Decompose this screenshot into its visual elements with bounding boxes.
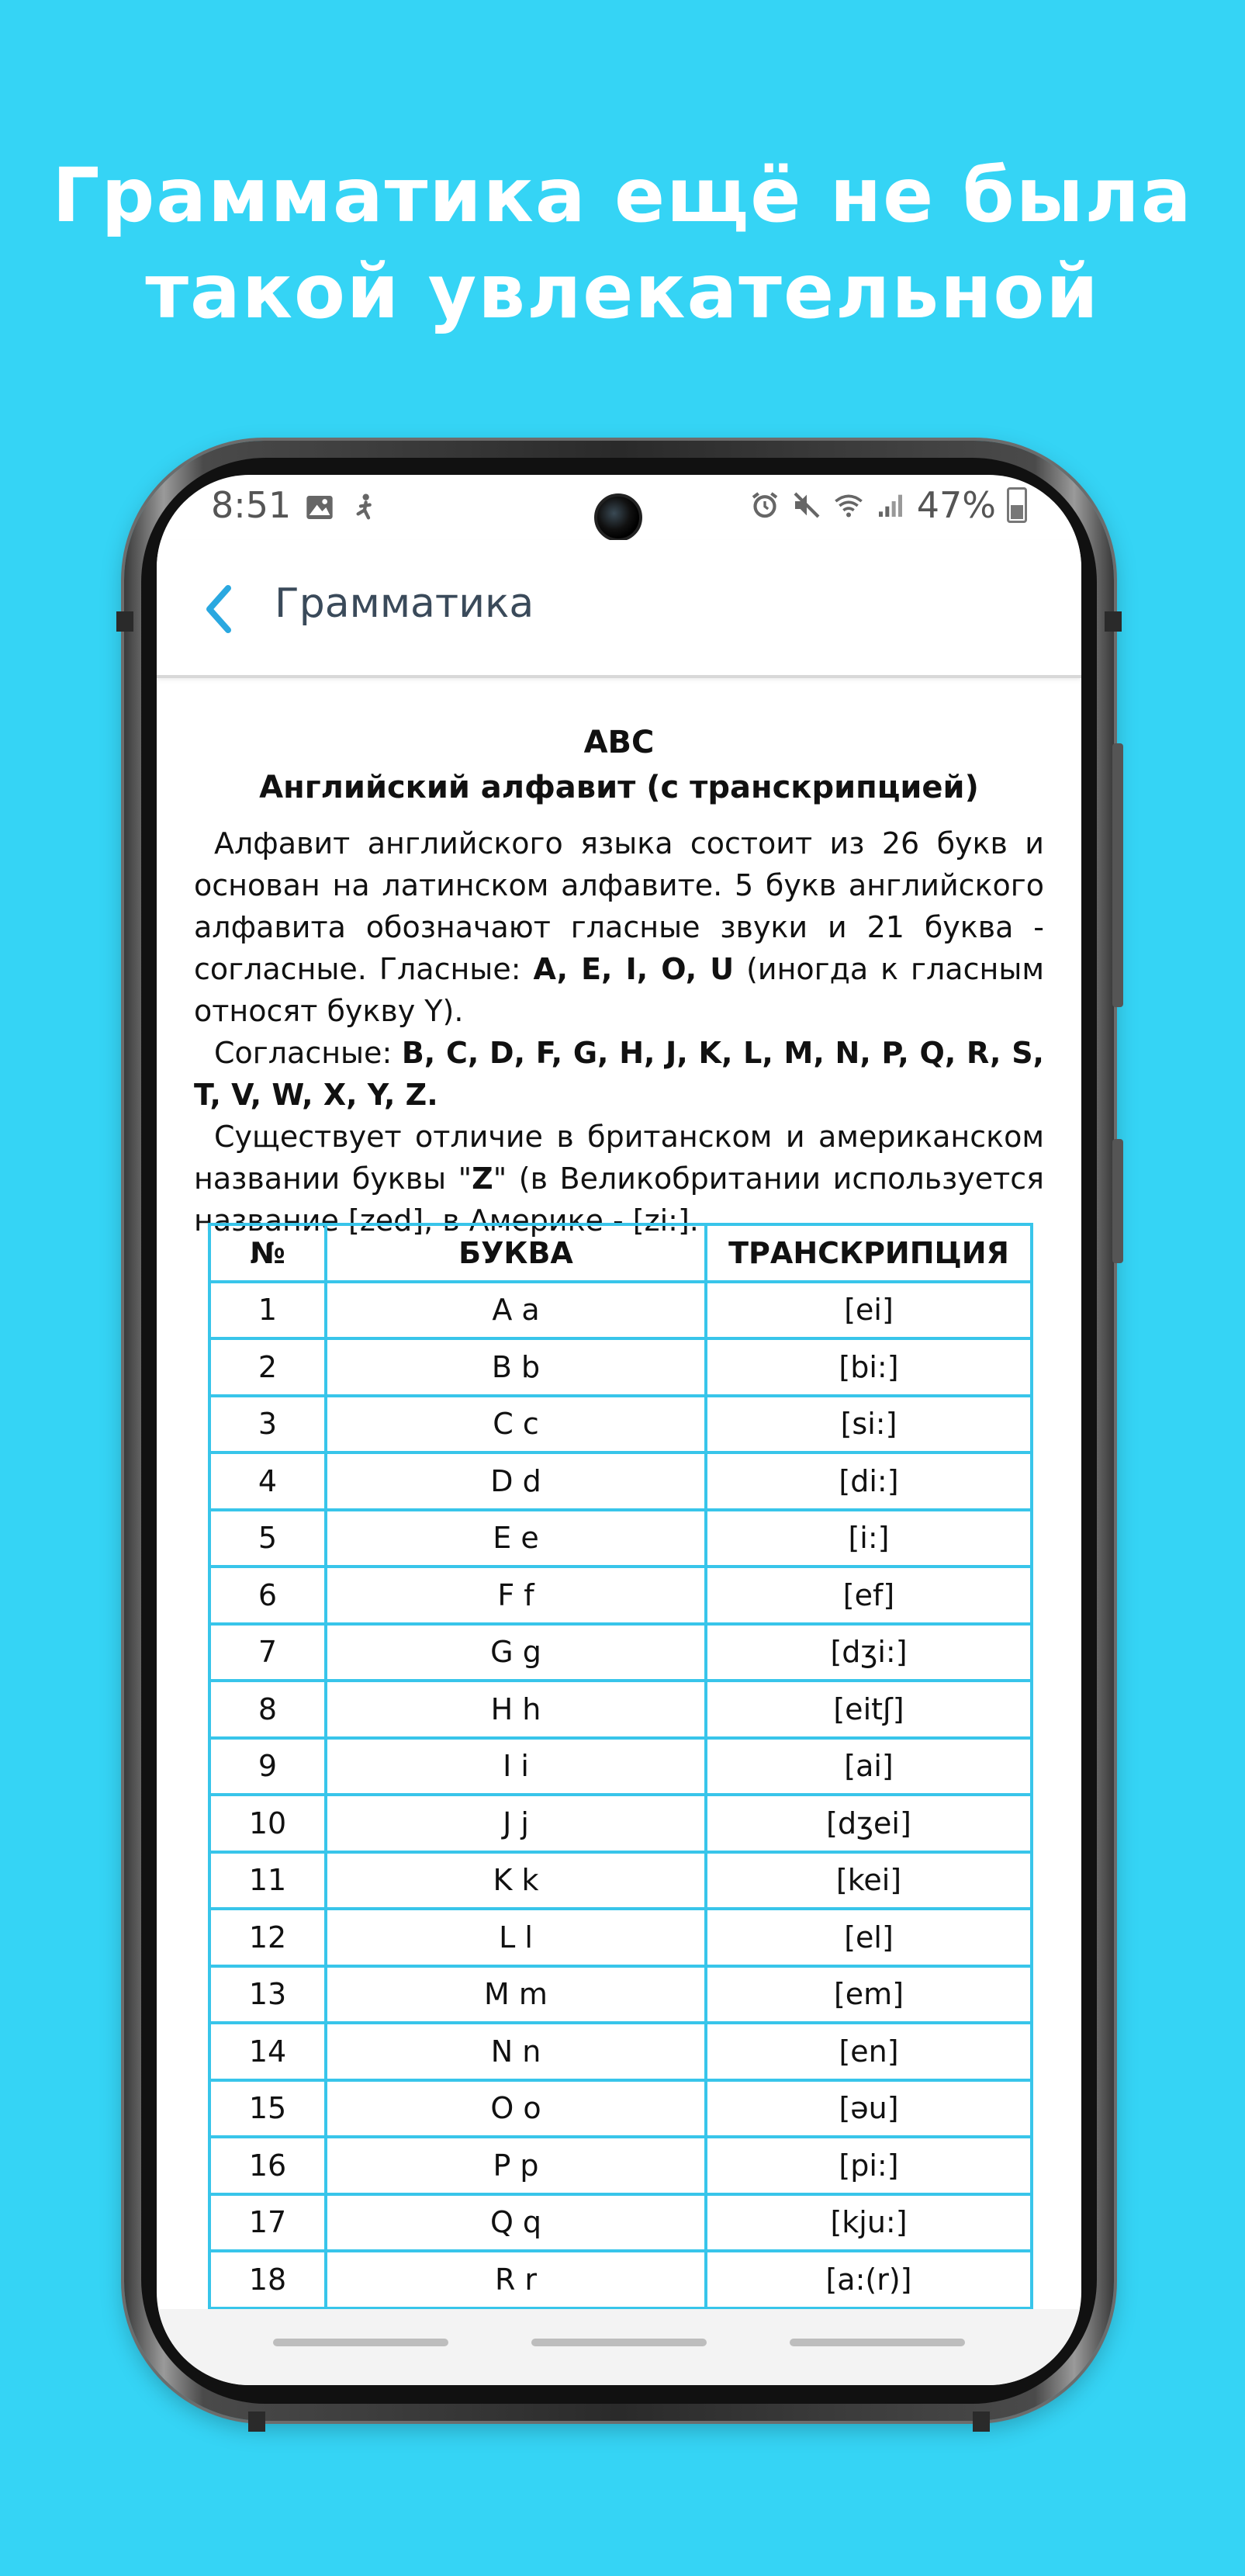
- article-title: [157, 720, 1081, 810]
- cell-transcription: [dʒi:]: [706, 1624, 1032, 1681]
- nav-back-button[interactable]: [790, 2339, 965, 2346]
- consonants-label: Согласные:: [214, 1036, 402, 1070]
- table-row: [209, 1396, 1032, 1453]
- cell-letter: J j: [326, 1795, 706, 1852]
- cell-transcription: [a:(r)]: [706, 2251, 1032, 2308]
- alphabet-table: [208, 1223, 1033, 2309]
- cell-transcription: [di:]: [706, 1452, 1032, 1510]
- table-header-row: [209, 1224, 1032, 1282]
- cell-letter: M m: [326, 1966, 706, 2024]
- promo-headline: [0, 147, 1245, 340]
- paragraph-consonants: [194, 1032, 1044, 1116]
- cell-transcription: [ef]: [706, 1567, 1032, 1624]
- cell-letter: B b: [326, 1338, 706, 1396]
- article-subtitle: Английский алфавит (с транскрипцией): [259, 770, 979, 805]
- status-bar: [157, 475, 1081, 540]
- cell-transcription: [ei]: [706, 1282, 1032, 1339]
- table-row: [209, 1909, 1032, 1966]
- table-row: [209, 1681, 1032, 1738]
- cell-number: 4: [209, 1452, 326, 1510]
- antenna-band: [248, 2412, 265, 2432]
- nav-home-button[interactable]: [531, 2339, 707, 2346]
- table-row: [209, 1452, 1032, 1510]
- table-row: [209, 1738, 1032, 1795]
- cell-number: 7: [209, 1624, 326, 1681]
- cell-number: 10: [209, 1795, 326, 1852]
- cell-letter: P p: [326, 2137, 706, 2194]
- table-row: [209, 1624, 1032, 1681]
- cell-letter: L l: [326, 1909, 706, 1966]
- antenna-band: [1105, 611, 1122, 632]
- cell-number: 16: [209, 2137, 326, 2194]
- nav-recent-button[interactable]: [273, 2339, 448, 2346]
- table-row: [209, 2251, 1032, 2308]
- antenna-band: [973, 2412, 990, 2432]
- cell-transcription: [em]: [706, 1966, 1032, 2024]
- cell-number: 18: [209, 2251, 326, 2308]
- table-row: [209, 1510, 1032, 1567]
- cell-transcription: [ai]: [706, 1738, 1032, 1795]
- cell-number: 2: [209, 1338, 326, 1396]
- cell-letter: O o: [326, 2080, 706, 2138]
- image-icon: [304, 492, 335, 523]
- cell-letter: D d: [326, 1452, 706, 1510]
- volume-button: [1112, 743, 1123, 1007]
- power-button: [1112, 1139, 1123, 1263]
- cell-transcription: [i:]: [706, 1510, 1032, 1567]
- promo-headline-line2: такой увлекательной: [145, 248, 1100, 335]
- z-difference-tail: " (в Великобритании используется название [zed], в Америке - [zi:].: [194, 1162, 1044, 1238]
- cell-number: 11: [209, 1852, 326, 1909]
- article-title-abc: ABC: [583, 725, 655, 760]
- cell-transcription: [pi:]: [706, 2137, 1032, 2194]
- cell-letter: Q q: [326, 2194, 706, 2252]
- cell-letter: C c: [326, 1396, 706, 1453]
- letter-z: Z: [472, 1162, 493, 1196]
- cell-transcription: [kei]: [706, 1852, 1032, 1909]
- cell-transcription: [en]: [706, 2023, 1032, 2080]
- cell-transcription: [dʒei]: [706, 1795, 1032, 1852]
- cell-transcription: [kju:]: [706, 2194, 1032, 2252]
- cell-number: 17: [209, 2194, 326, 2252]
- cell-number: 14: [209, 2023, 326, 2080]
- antenna-band: [116, 611, 133, 632]
- table-row: [209, 1282, 1032, 1339]
- table-row: [209, 2137, 1032, 2194]
- cell-transcription: [eitʃ]: [706, 1681, 1032, 1738]
- cell-letter: R r: [326, 2251, 706, 2308]
- front-camera: [594, 493, 642, 542]
- wifi-icon: [833, 490, 864, 521]
- cell-transcription: [si:]: [706, 1396, 1032, 1453]
- cell-transcription: [bi:]: [706, 1338, 1032, 1396]
- table-row: [209, 1852, 1032, 1909]
- cell-letter: K k: [326, 1852, 706, 1909]
- page-title: Грамматика: [275, 580, 534, 627]
- cell-number: 13: [209, 1966, 326, 2024]
- cell-number: 12: [209, 1909, 326, 1966]
- cell-number: 3: [209, 1396, 326, 1453]
- consonants-list: B, C, D, F, G, H, J, K, L, M, N, P, Q, R, S, T, V, W, X, Y, Z.: [194, 1036, 1044, 1112]
- battery-icon: [1007, 487, 1027, 523]
- header-transcription: ТРАНСКРИПЦИЯ: [706, 1224, 1032, 1282]
- status-time: 8:51: [211, 484, 292, 526]
- cell-number: 8: [209, 1681, 326, 1738]
- vowels-list: A, E, I, O, U: [533, 952, 735, 986]
- cell-letter: F f: [326, 1567, 706, 1624]
- table-row: [209, 2023, 1032, 2080]
- navigation-bar: [157, 2309, 1081, 2385]
- table-body: [209, 1282, 1032, 2308]
- promo-headline-line1: Грамматика ещё не была: [52, 152, 1193, 239]
- cell-number: 5: [209, 1510, 326, 1567]
- cell-letter: G g: [326, 1624, 706, 1681]
- back-button[interactable]: [188, 574, 250, 644]
- cell-number: 9: [209, 1738, 326, 1795]
- cell-letter: I i: [326, 1738, 706, 1795]
- header-letter: БУКВА: [326, 1224, 706, 1282]
- table-row: [209, 1567, 1032, 1624]
- paragraph-intro: [194, 822, 1044, 1032]
- cell-letter: H h: [326, 1681, 706, 1738]
- app-bar: [157, 540, 1081, 678]
- cell-number: 1: [209, 1282, 326, 1339]
- table-row: [209, 1795, 1032, 1852]
- mute-icon: [791, 490, 822, 521]
- cell-number: 15: [209, 2080, 326, 2138]
- article-content: [157, 680, 1081, 2309]
- cell-transcription: [əu]: [706, 2080, 1032, 2138]
- signal-icon: [875, 490, 906, 521]
- paragraph-intro-text: Алфавит английского языка состоит из 26 букв и основан на латинском алфавите. 5 букв английского алфавита обозначают гласные звуки и 21 буква - согласные. Гласные:: [194, 826, 1044, 986]
- z-difference-text: Существует отличие в британском и американском названии буквы ": [194, 1120, 1044, 1196]
- cell-transcription: [el]: [706, 1909, 1032, 1966]
- battery-percentage: 47%: [916, 484, 996, 526]
- alarm-icon: [749, 490, 780, 521]
- paragraph-intro-tail: (иногда к гласным относят букву Y).: [194, 952, 1044, 1028]
- cell-letter: A a: [326, 1282, 706, 1339]
- chevron-left-icon: [202, 582, 236, 636]
- header-number: №: [209, 1224, 326, 1282]
- table-row: [209, 2080, 1032, 2138]
- phone-screen: [157, 475, 1081, 2385]
- cell-letter: N n: [326, 2023, 706, 2080]
- cell-number: 6: [209, 1567, 326, 1624]
- table-row: [209, 1966, 1032, 2024]
- accessibility-icon: [349, 492, 380, 523]
- cell-letter: E e: [326, 1510, 706, 1567]
- table-row: [209, 1338, 1032, 1396]
- table-row: [209, 2194, 1032, 2252]
